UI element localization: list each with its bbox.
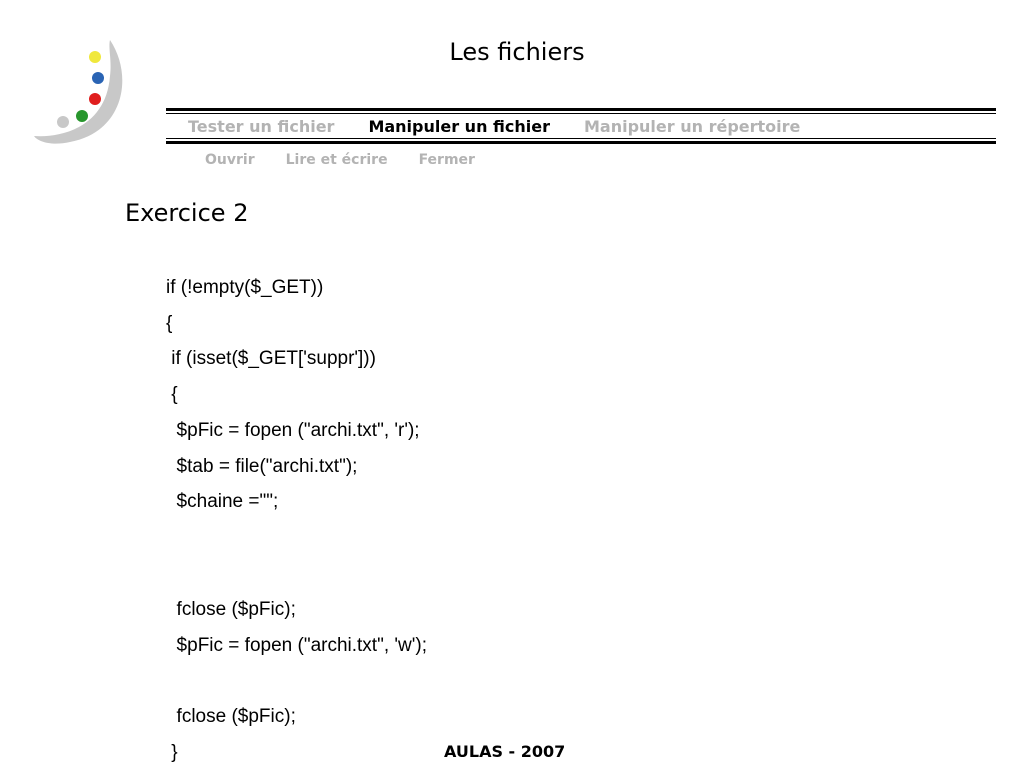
code-line: fclose ($pFic); [166,599,296,620]
nav-bar [188,117,800,137]
nav-top-rule-thin [166,113,996,114]
footer-text: AULAS - 2007 [444,742,566,761]
code-line: { [166,384,178,405]
code-line: $pFic = fopen ("archi.txt", 'w'); [166,635,427,656]
tab-tester-un-fichier[interactable]: Tester un fichier [188,117,335,136]
subtab-lire-et-ecrire[interactable]: Lire et écrire [285,152,388,168]
code-line: $pFic = fopen ("archi.txt", 'r'); [166,420,420,441]
tab-manipuler-un-fichier[interactable]: Manipuler un fichier [368,117,550,136]
code-line: $tab = file("archi.txt"); [166,456,358,477]
code-line: if (isset($_GET['suppr'])) [166,348,376,369]
subtab-fermer[interactable]: Fermer [418,152,475,168]
page-title: Les fichiers [449,38,585,66]
code-line: $chaine =""; [166,491,279,512]
logo-dot-red [89,93,101,105]
nav-bottom-rule-thin [166,138,996,139]
code-line: fclose ($pFic); [166,706,296,727]
section-title: Exercice 2 [125,199,249,227]
code-line: } [166,742,178,763]
nav-top-rule-thick [166,108,996,111]
code-line: if (!empty($_GET)) [166,277,324,298]
tab-manipuler-un-repertoire[interactable]: Manipuler un répertoire [583,117,801,136]
logo-dot-green [76,110,88,122]
logo-dot-blue [92,72,104,84]
nav-bottom-rule-thick [166,141,996,144]
logo-dot-gray [57,116,69,128]
code-line: { [166,313,173,334]
subnav-bar [205,152,475,168]
subtab-ouvrir[interactable]: Ouvrir [205,152,255,168]
